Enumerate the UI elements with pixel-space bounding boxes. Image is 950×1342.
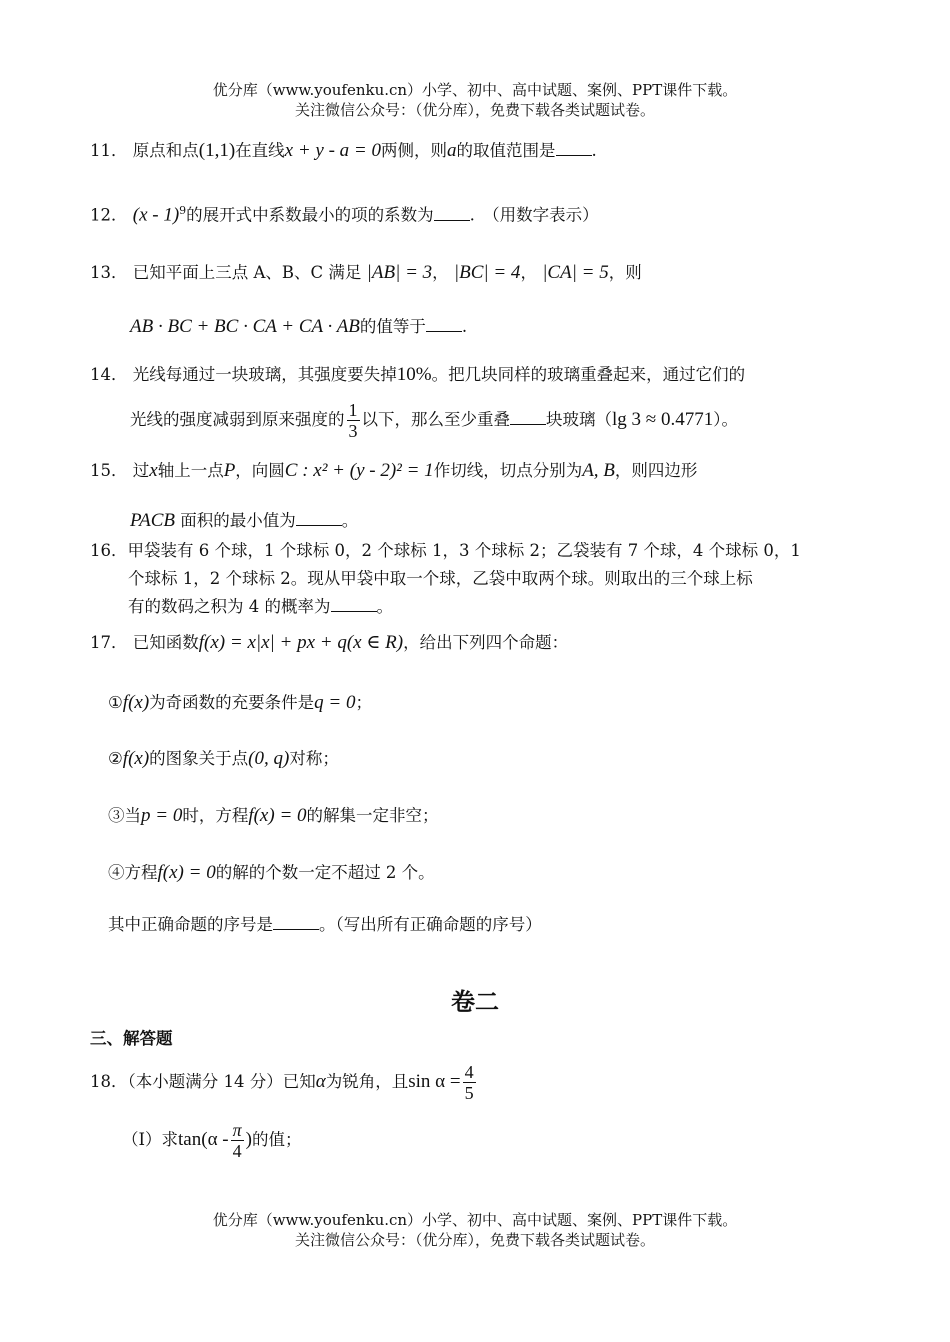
answer-blank[interactable] (331, 597, 377, 612)
question-18: 18．（本小题满分 14 分）已知α为锐角，且sin α = $\frac{4}{5}$ (90, 1062, 474, 1103)
section-title: 卷二 (451, 987, 499, 1016)
question-17: 17． 已知函数f(x) = x|x| + px + q(x ∈ R)，给出下列四个命题： (90, 632, 569, 653)
footer-line-1: 优分库（www.youfenku.cn）小学、初中、高中试题、案例、PPT课件下载。 (212, 1211, 738, 1229)
part-heading: 三、解答题 (90, 1029, 173, 1048)
page-footer (0, 1210, 950, 1250)
fraction-one-third: $\frac{1}{3}$ (348, 400, 358, 441)
proposition-4: ④方程f(x) = 0的解的个数一定不超过 2 个。 (108, 862, 435, 883)
question-14-cont: 光线的强度减弱到原来强度的 $\frac{1}{3}$ 以下，那么至少重叠 块玻璃（lg 3 ≈ 0.4771）。 (130, 400, 738, 441)
answer-blank[interactable] (434, 206, 470, 221)
question-18-part-1: （I）求tan(α - $\frac{\pi}{4}$ )的值； (122, 1120, 302, 1161)
proposition-1: ①f(x)为奇函数的充要条件是q = 0； (108, 692, 372, 713)
answer-blank[interactable] (426, 317, 462, 332)
question-15-cont: PACB 面积的最小值为 。 (130, 510, 359, 531)
question-16-line3: 有的数码之积为 4 的概率为 。 (128, 597, 393, 616)
question-16: 16．甲袋装有 6 个球，1 个球标 0，2 个球标 1，3 个球标 2；乙袋装有 7 个球，4 个球标 0，1 (90, 541, 801, 560)
question-14: 14． 光线每通过一块玻璃，其强度要失掉10%。把几块同样的玻璃重叠起来，通过它们的 (90, 364, 746, 385)
question-16-line2: 个球标 1，2 个球标 2。现从甲袋中取一个球，乙袋中取两个球。则取出的三个球上标 (128, 569, 753, 588)
answer-blank[interactable] (556, 141, 592, 156)
question-13-cont: AB · BC + BC · CA + CA · AB的值等于 . (130, 316, 468, 337)
page-header (0, 80, 950, 120)
question-12: 12． (x - 1)$^9$的展开式中系数最小的项的系数为 . （用数字表示） (90, 204, 599, 226)
proposition-3: ③当p = 0时，方程f(x) = 0的解集一定非空； (108, 805, 439, 826)
answer-blank[interactable] (273, 915, 319, 930)
fraction-four-fifths: $\frac{4}{5}$ (464, 1062, 474, 1103)
answer-blank[interactable] (510, 410, 546, 425)
question-15: 15． 过x轴上一点P，向圆C : x² + (y - 2)² = 1作切线，切点分别为A, B，则四边形 (90, 460, 698, 481)
header-line-1: 优分库（www.youfenku.cn）小学、初中、高中试题、案例、PPT课件下载。 (212, 81, 738, 99)
header-line-2: 关注微信公众号：（优分库），免费下载各类试题试卷。 (294, 101, 655, 119)
proposition-2: ②f(x)的图象关于点(0, q)对称； (108, 748, 339, 769)
question-13: 13． 已知平面上三点 A、B、C 满足 |AB| = 3， |BC| = 4， |CA| = 5，则 (90, 262, 642, 283)
fraction-pi-over-4: $\frac{\pi}{4}$ (232, 1120, 242, 1161)
question-17-answer: 其中正确命题的序号是 。（写出所有正确命题的序号） (108, 915, 542, 934)
question-11: 11． 原点和点(1,1)在直线x + y - a = 0两侧，则a的取值范围是 . (90, 140, 597, 161)
answer-blank[interactable] (296, 511, 342, 526)
footer-line-2: 关注微信公众号：（优分库），免费下载各类试题试卷。 (294, 1231, 655, 1249)
